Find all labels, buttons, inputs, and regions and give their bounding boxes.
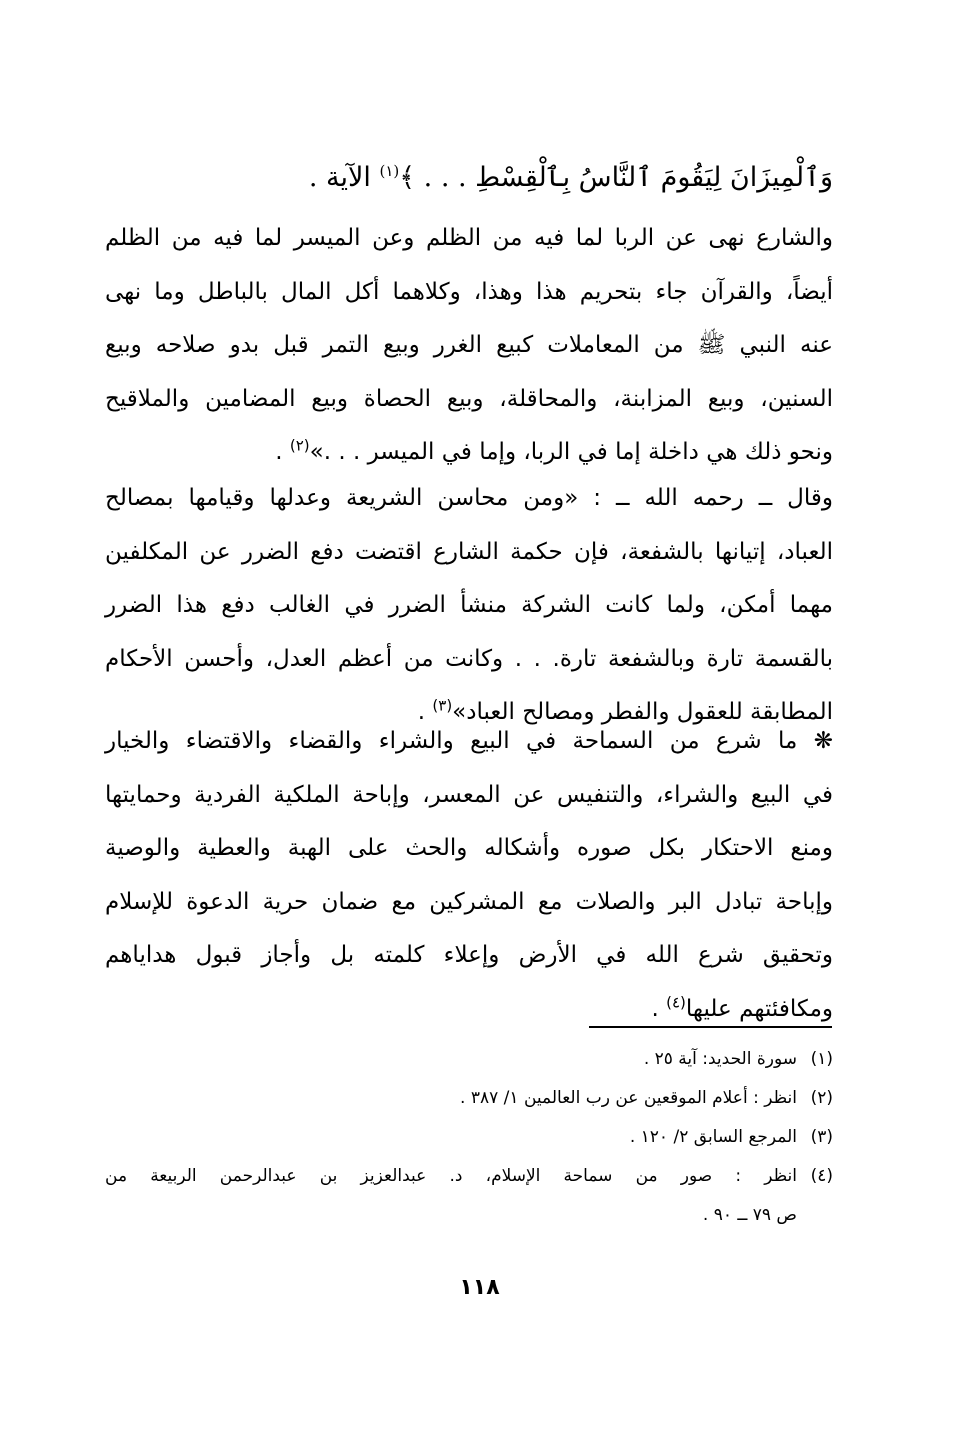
paragraph-line: عنه النبي ﷺ من المعاملات كبيع الغرر وبيع التمر قبل بدو صلاحه وبيع: [105, 332, 833, 358]
paragraph-line-text: ومكافئتهم عليها: [685, 995, 833, 1022]
line-end-period: .: [275, 439, 283, 465]
footnote-ref-4: (٤): [666, 992, 686, 1011]
footnote-number: (٣): [810, 1127, 833, 1147]
paragraph-line-text: المطابقة للعقول والفطر ومصالح العباد»: [452, 699, 833, 725]
footnote-ref-1: (١): [379, 162, 400, 180]
footnote-number: (٢): [810, 1088, 833, 1108]
paragraph-line: في البيع والشراء، والتنفيس عن المعسر، وإباحة الملكية الفردية وحمايتها: [105, 781, 833, 808]
paragraph-3: [105, 715, 833, 1036]
footnote-text: المرجع السابق ٢/ ١٢٠ .: [629, 1127, 797, 1147]
footnote-4-continuation: ص ٧٩ ــ ٩٠ .: [702, 1205, 797, 1225]
footnote-1: [105, 1040, 833, 1079]
footnotes: [105, 1040, 833, 1235]
footnote-4: [105, 1157, 833, 1196]
footnote-text: سورة الحديد: آية ٢٥ .: [643, 1049, 797, 1069]
footnote-3: [105, 1118, 833, 1157]
verse-tail: الآية .: [308, 162, 380, 193]
paragraph-line: والشارع نهى عن الربا لما فيه من الظلم وعن الميسر لما فيه من الظلم: [105, 225, 833, 251]
line-end-period: .: [651, 995, 659, 1022]
quran-verse-line: [309, 156, 833, 200]
footnote-number: (٤): [810, 1166, 833, 1186]
footnote-separator: [589, 1026, 832, 1028]
paragraph-line: وتحقيق شرع الله في الأرض وإعلاء كلمته بل وأجاز قبول هداياهم: [105, 942, 833, 968]
paragraph-line: أيضاً، والقرآن جاء بتحريم هذا وهذا، وكلاهما أكل المال بالباطل وما نهى: [105, 278, 833, 305]
footnote-ref-2: (٢): [289, 436, 310, 455]
paragraph-line: مهما أمكن، ولما كانت الشركة منشأ الضرر في الغالب دفع هذا الضرر: [105, 592, 833, 618]
footnote-text: انظر : أعلام الموقعين عن رب العالمين ١/ ٣٨٧ .: [460, 1088, 797, 1108]
paragraph-1: [105, 212, 833, 480]
footnote-text: انظر : صور من سماحة الإسلام، د. عبدالعزيز بن عبدالرحمن الربيعة من: [105, 1166, 797, 1186]
paragraph-line: ومنع الاحتكار بكل صوره وأشكاله والحث على الهبة والعطية والوصية: [105, 835, 833, 861]
paragraph-line: وقال ــ رحمه الله ــ : «ومن محاسن الشريعة وعدلها وقيامها بمصالح: [105, 485, 833, 511]
paragraph-line: السنين، وبيع المزابنة، والمحاقلة، وبيع الحصاة وبيع المضامين والملاقيح: [105, 385, 833, 412]
paragraph-2: [105, 472, 833, 740]
paragraph-line: ❋ ما شرع من السماحة في البيع والشراء والقضاء والاقتضاء والخيار: [105, 728, 833, 754]
paragraph-line-text: ونحو ذلك هي داخلة إما في الربا، وإما في الميسر . . .»: [309, 439, 833, 465]
paragraph-line: العباد، إتيانها بالشفعة، فإن حكمة الشارع اقتضت دفع الضرر عن المكلفين: [105, 538, 833, 565]
footnote-ref-3: (٣): [432, 696, 453, 715]
line-end-period: .: [417, 699, 426, 725]
quran-verse-text: وَٱلْمِيزَانَ لِيَقُومَ ٱلنَّاسُ بِٱلْقِسْطِ . . . ﴾: [399, 162, 833, 193]
paragraph-line: بالقسمة تارة وبالشفعة تارة. . . وكانت من أعظم العدل، وأحسن الأحكام: [105, 645, 833, 672]
paragraph-line: وإباحة تبادل البر والصلات مع المشركين مع ضمان حرية الدعوة للإسلام: [105, 888, 833, 915]
page-number: ١١٨: [459, 1275, 500, 1300]
footnote-2: [105, 1079, 833, 1118]
footnote-number: (١): [810, 1049, 833, 1069]
